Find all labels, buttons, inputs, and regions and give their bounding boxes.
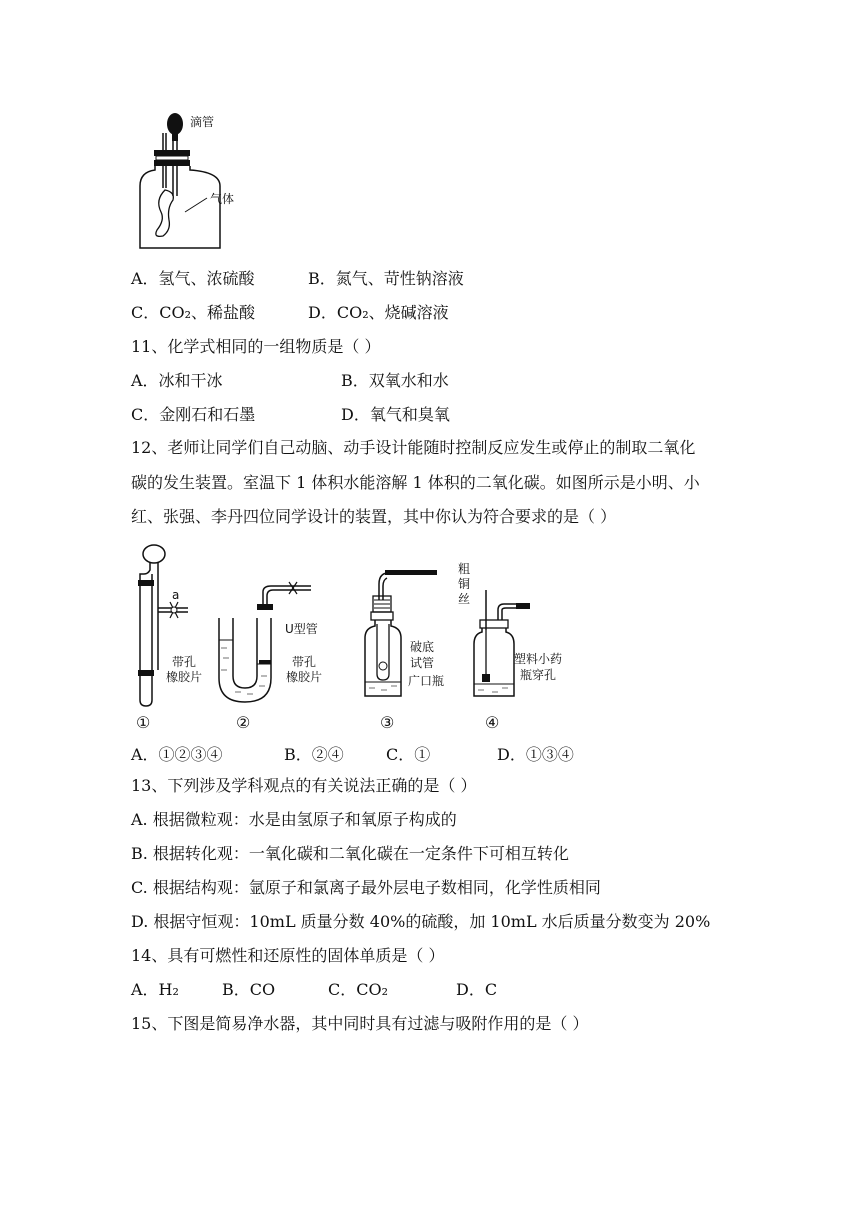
q12-option-c: C．① — [386, 745, 431, 764]
q10-option-d: D．CO₂、烧碱溶液 — [308, 303, 449, 322]
q13-option-d: D. 根据守恒观：10mL 质量分数 40%的硫酸，加 10mL 水后质量分数变为 20% — [131, 912, 711, 931]
apparatus-4 — [470, 590, 540, 705]
rubber-sheet-label-2b: 橡胶片 — [286, 670, 323, 684]
a-label: a — [172, 588, 180, 602]
copper-wire-label-3: 丝 — [458, 592, 471, 606]
q12-stem-line-2: 碳的发生装置。室温下 1 体积水能溶解 1 体积的二氧化碳。如图所示是小明、小 — [131, 473, 700, 492]
broken-tube-label-a: 破底 — [410, 640, 435, 654]
apparatus-1 — [130, 540, 210, 710]
copper-wire-label-1: 粗 — [458, 562, 471, 576]
dropper-bottle-figure — [135, 108, 255, 258]
dropper-label: 滴管 — [190, 115, 215, 129]
q11-stem: 11、化学式相同的一组物质是（ ） — [131, 337, 381, 356]
q12-stem-line-1: 12、老师让同学们自己动脑、动手设计能随时控制反应发生或停止的制取二氧化 — [131, 438, 696, 457]
q12-option-b: B．②④ — [284, 745, 344, 764]
u-tube-label: U型管 — [285, 622, 318, 636]
figure-number-2: ② — [236, 713, 251, 732]
plastic-bottle-label-a: 塑料小药 — [514, 652, 563, 666]
copper-wire-label-2: 铜 — [458, 577, 471, 591]
q13-option-b: B. 根据转化观：一氧化碳和二氧化碳在一定条件下可相互转化 — [131, 844, 569, 863]
apparatus-2 — [215, 578, 315, 708]
q14-option-a: A．H₂ — [131, 980, 179, 999]
wide-bottle-label: 广口瓶 — [408, 674, 445, 688]
rubber-sheet-label-1b: 橡胶片 — [166, 670, 203, 684]
figure-number-1: ① — [136, 713, 151, 732]
q15-stem: 15、下图是简易净水器，其中同时具有过滤与吸附作用的是（ ） — [131, 1014, 589, 1033]
plastic-bottle-label-b: 瓶穿孔 — [520, 668, 557, 682]
q14-option-c: C．CO₂ — [328, 980, 389, 999]
q12-option-a: A．①②③④ — [131, 745, 223, 764]
q10-option-c: C．CO₂、稀盐酸 — [131, 303, 256, 322]
q14-option-d: D．C — [456, 980, 498, 999]
q14-stem: 14、具有可燃性和还原性的固体单质是（ ） — [131, 946, 445, 965]
rubber-sheet-label-2a: 带孔 — [292, 655, 317, 669]
q11-option-c: C．金刚石和石墨 — [131, 405, 256, 424]
q13-stem: 13、下列涉及学科观点的有关说法正确的是（ ） — [131, 776, 477, 795]
q10-option-b: B．氮气、苛性钠溶液 — [308, 269, 464, 288]
q14-option-b: B．CO — [222, 980, 276, 999]
q13-option-c: C. 根据结构观：氩原子和氯离子最外层电子数相同，化学性质相同 — [131, 878, 601, 897]
q12-option-d: D．①③④ — [497, 745, 574, 764]
q13-option-a: A. 根据微粒观：水是由氢原子和氧原子构成的 — [131, 810, 457, 829]
q12-stem-line-3: 红、张强、李丹四位同学设计的装置，其中你认为符合要求的是（ ） — [131, 507, 617, 526]
figure-number-3: ③ — [380, 713, 395, 732]
q10-option-a: A．氢气、浓硫酸 — [131, 269, 255, 288]
broken-tube-label-b: 试管 — [410, 656, 435, 670]
rubber-sheet-label-1a: 带孔 — [172, 655, 197, 669]
q11-option-b: B．双氧水和水 — [341, 371, 449, 390]
q11-option-d: D．氧气和臭氧 — [341, 405, 450, 424]
figure-number-4: ④ — [485, 713, 500, 732]
gas-label: 气体 — [210, 192, 235, 206]
q11-option-a: A．冰和干冰 — [131, 371, 223, 390]
